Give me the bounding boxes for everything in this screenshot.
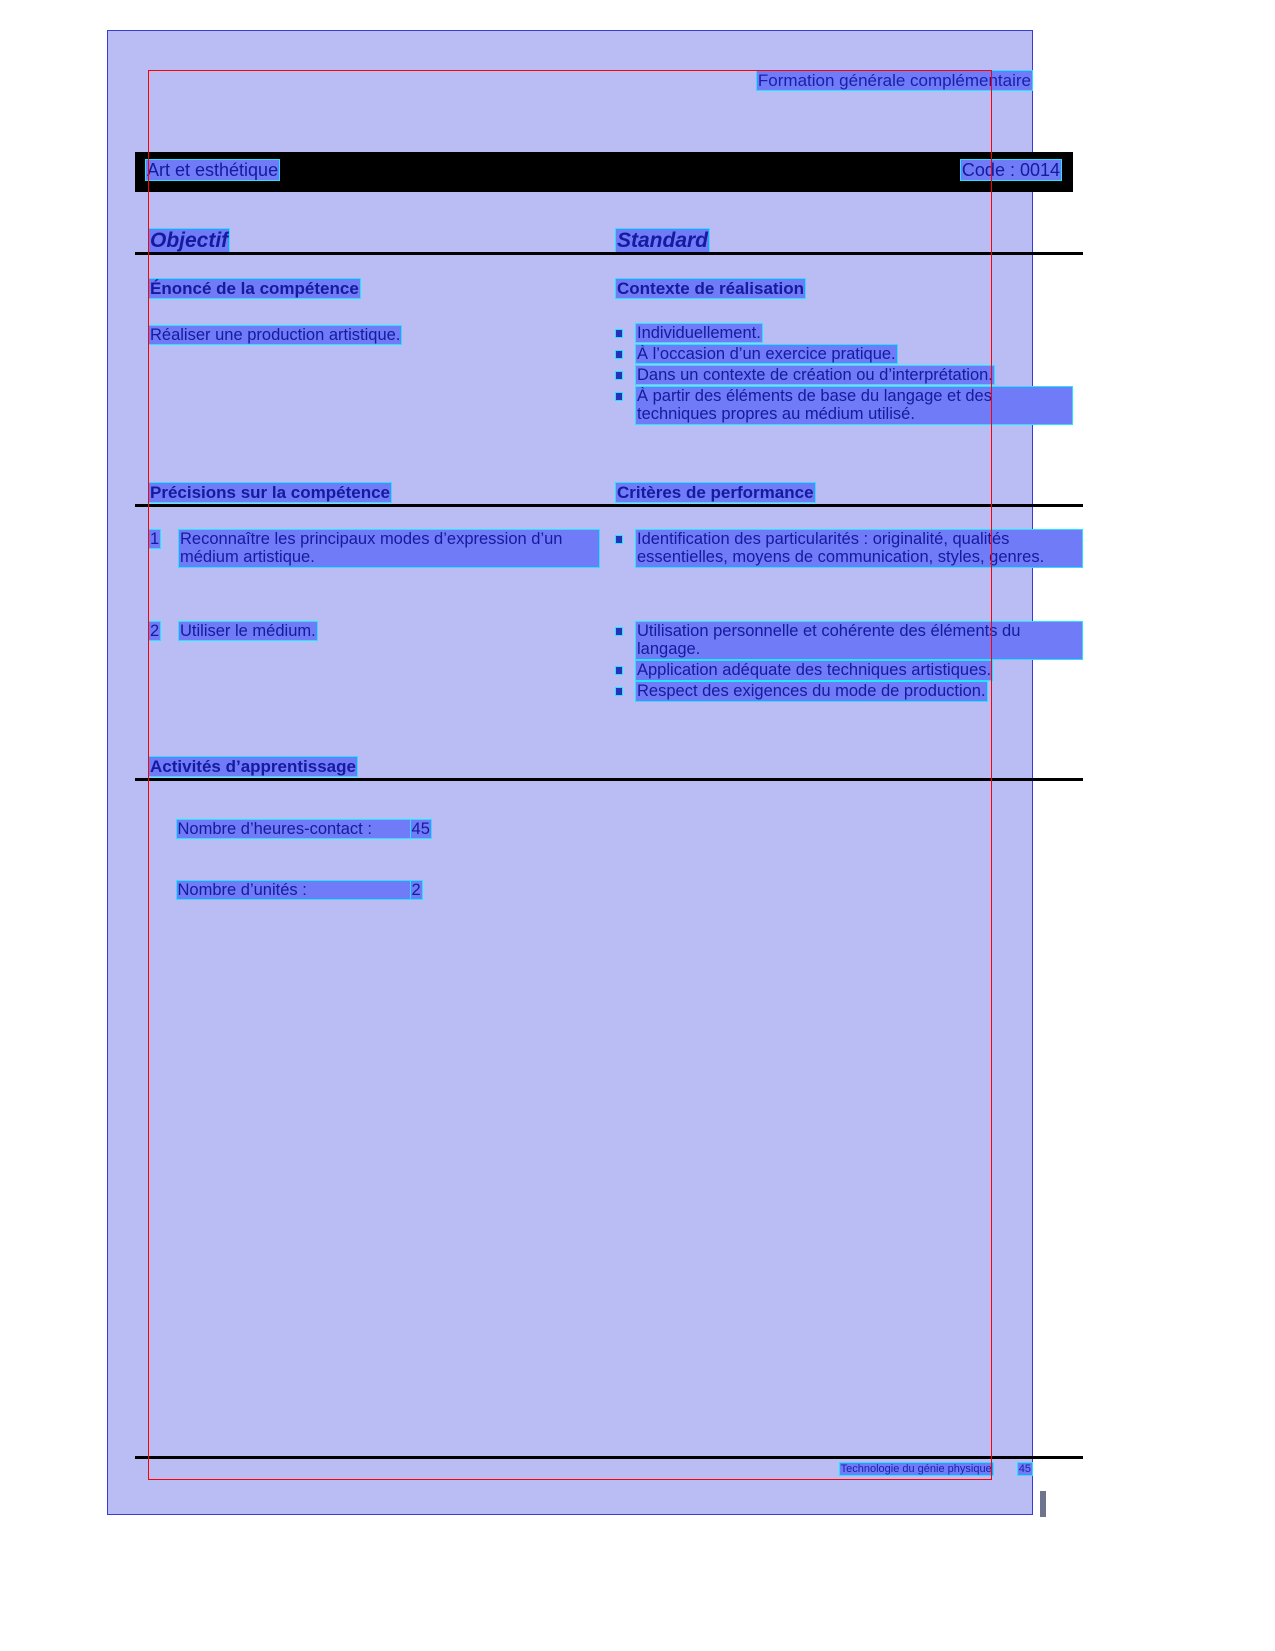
header-text: Formation générale complémentaire bbox=[757, 71, 1031, 90]
document-footer bbox=[108, 1463, 1032, 1475]
criteria-list-1 bbox=[612, 530, 1082, 569]
table-row bbox=[149, 801, 431, 858]
precision-number: 1 bbox=[150, 530, 160, 548]
list-item: Dans un contexte de création ou d’interprétation. bbox=[612, 366, 1072, 385]
document-header bbox=[108, 71, 1032, 91]
heading-contexte-realisation: Contexte de réalisation bbox=[617, 279, 805, 298]
bullet-icon bbox=[616, 351, 622, 358]
list-item: Application adéquate des techniques artistiques. bbox=[612, 661, 1082, 680]
precision-item-1 bbox=[149, 530, 599, 567]
course-title-bar bbox=[135, 152, 1073, 192]
divider-footer bbox=[135, 1456, 1083, 1459]
precision-number: 2 bbox=[150, 622, 160, 640]
text-caret bbox=[1040, 1491, 1046, 1517]
list-item: À partir des éléments de base du langage et des techniques propres au médium utilisé. bbox=[612, 387, 1072, 424]
hours-label: Nombre d’heures-contact : bbox=[177, 820, 411, 838]
list-item: À l’occasion d’un exercice pratique. bbox=[612, 345, 1072, 364]
footer-page-number: 45 bbox=[1018, 1463, 1031, 1475]
list-item: Utilisation personnelle et cohérente des éléments du langage. bbox=[612, 622, 1082, 659]
bullet-icon bbox=[616, 372, 622, 379]
footer-program: Technologie du génie physique bbox=[840, 1463, 992, 1475]
units-value: 2 bbox=[411, 881, 421, 899]
column-heading-objectif: Objectif bbox=[150, 229, 229, 252]
heading-criteres-performance: Critères de performance bbox=[617, 483, 814, 502]
hours-value: 45 bbox=[411, 820, 430, 838]
criteria-list-2 bbox=[612, 622, 1082, 703]
divider-after-activites bbox=[135, 778, 1083, 781]
precision-text: Utiliser le médium. bbox=[180, 622, 316, 640]
precision-item-2 bbox=[149, 622, 599, 641]
bullet-icon bbox=[616, 330, 622, 337]
heading-precisions-competence: Précisions sur la compétence bbox=[150, 483, 390, 502]
divider-after-precisions bbox=[135, 504, 1083, 507]
precision-text: Reconnaître les principaux modes d’expression d’un médium artistique. bbox=[179, 530, 599, 567]
document-page[interactable] bbox=[107, 30, 1060, 1515]
bullet-icon bbox=[616, 393, 622, 400]
table-row bbox=[149, 862, 431, 919]
divider-after-objectif bbox=[135, 252, 1083, 255]
text-enonce-competence: Réaliser une production artistique. bbox=[150, 326, 401, 344]
course-title: Art et esthétique bbox=[147, 160, 279, 180]
activites-values bbox=[149, 801, 431, 923]
bullet-icon bbox=[616, 688, 622, 695]
bullet-icon bbox=[616, 628, 622, 635]
units-label: Nombre d’unités : bbox=[177, 881, 411, 899]
list-item: Identification des particularités : originalité, qualités essentielles, moyens de communication, styles, genres. bbox=[612, 530, 1082, 567]
course-code: Code : 0014 bbox=[961, 160, 1060, 180]
list-item: Respect des exigences du mode de production. bbox=[612, 682, 1082, 701]
bullet-icon bbox=[616, 536, 622, 543]
list-item: Individuellement. bbox=[612, 324, 1072, 343]
heading-activites-apprentissage: Activités d’apprentissage bbox=[150, 757, 356, 776]
column-heading-standard: Standard bbox=[617, 229, 709, 252]
heading-enonce-competence: Énoncé de la compétence bbox=[150, 279, 359, 298]
list-contexte-realisation bbox=[612, 324, 1072, 426]
bullet-icon bbox=[616, 667, 622, 674]
